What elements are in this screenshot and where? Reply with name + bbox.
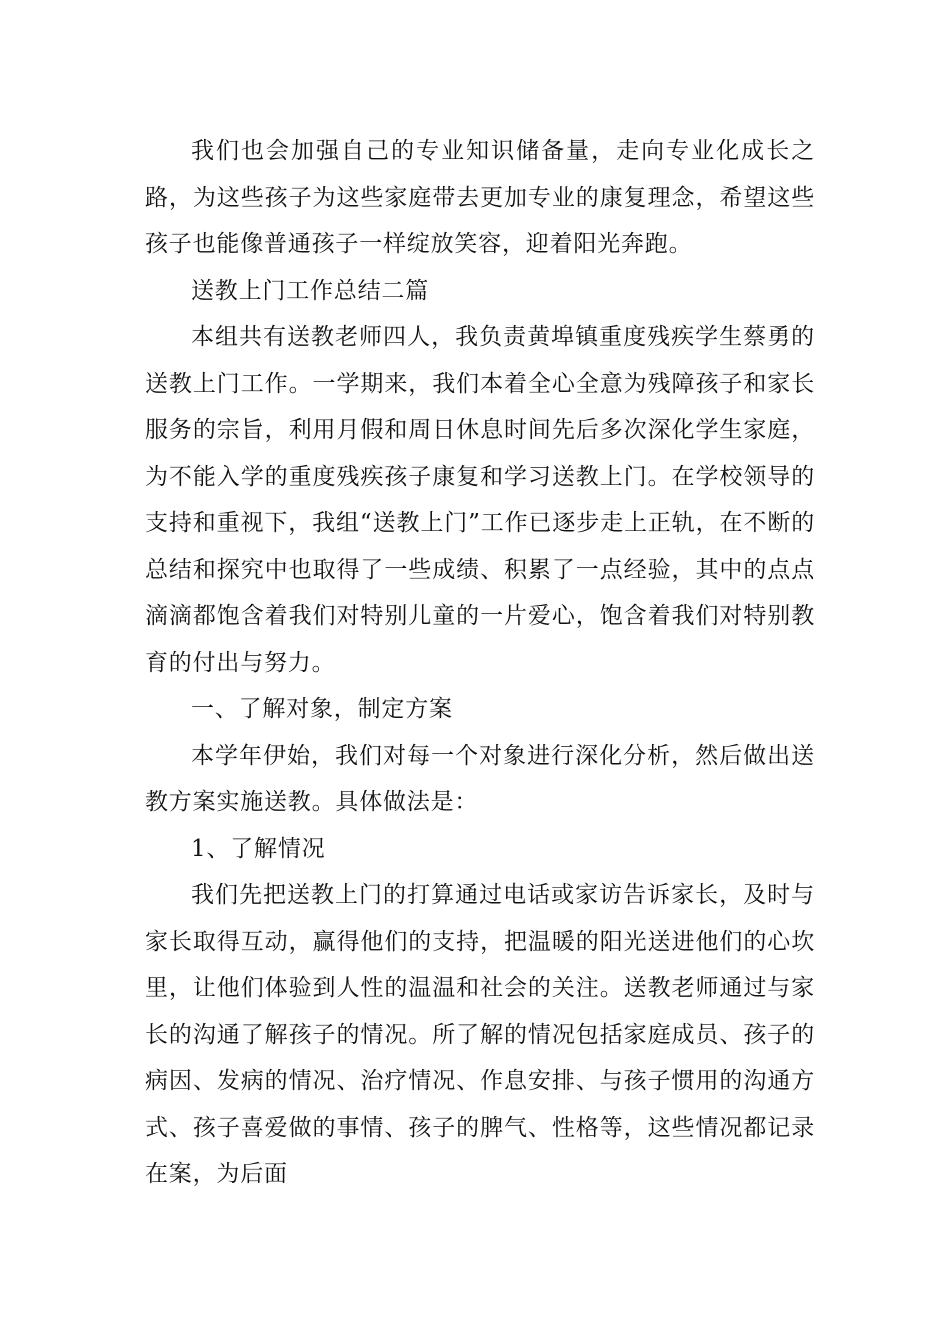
- paragraph-situation-details: 我们先把送教上门的打算通过电话或家访告诉家长，及时与家长取得互动，赢得他们的支持，把温暖的阳光送进他们的心坎里，让他们体验到人性的温温和社会的关注。送教老师通过与家长的沟通了解孩子的情况。所了解的情况包括家庭成员、孩子的病因、发病的情况、治疗情况、作息安排、与孩子惯用的沟通方式、孩子喜爱做的事情、孩子的脾气、性格等，这些情况都记录在案，为后面: [145, 882, 815, 1187]
- paragraph-method: 本学年伊始，我们对每一个对象进行深化分析，然后做出送教方案实施送教。具体做法是：: [145, 742, 815, 815]
- section-title: 送教上门工作总结二篇: [191, 277, 429, 304]
- heading-understand-plan: 一、了解对象，制定方案: [191, 696, 453, 722]
- document-body: [145, 128, 815, 1198]
- paragraph-closing-commitment: 我们也会加强自己的专业知识储备量，走向专业化成长之路，为这些孩子为这些家庭带去更加专业的康复理念，希望这些孩子也能像普通孩子一样绽放笑容，迎着阳光奔跑。: [145, 138, 815, 257]
- subheading-understand-situation: 1、了解情况: [191, 835, 326, 862]
- paragraph-intro: 本组共有送教老师四人，我负责黄埠镇重度残疾学生蔡勇的送教上门工作。一学期来，我们本着全心全意为残障孩子和家长服务的宗旨，利用月假和周日休息时间先后多次深化学生家庭，为不能入学的重度残疾孩子康复和学习送教上门。在学校领导的支持和重视下，我组“送教上门”工作已逐步走上正轨，在不断的总结和探究中也取得了一些成绩、积累了一点经验，其中的点点滴滴都饱含着我们对特别儿童的一片爱心，饱含着我们对特别教育的付出与努力。: [145, 324, 815, 676]
